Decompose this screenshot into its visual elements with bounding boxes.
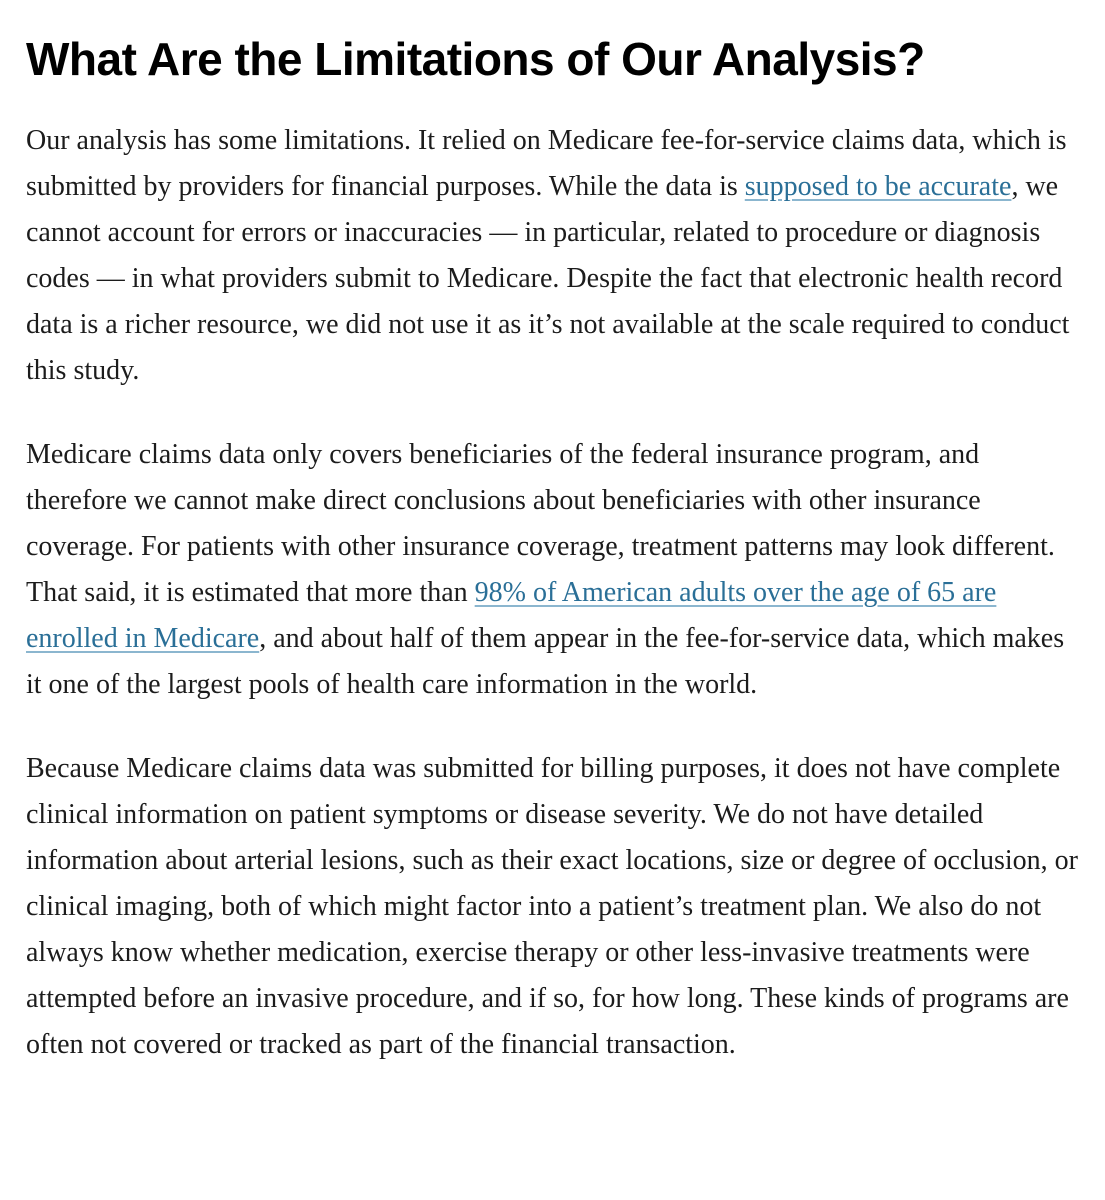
paragraph-text: Our analysis has some limitations. It relied on Medicare fee-for-service claims data, which is submitted by providers for financial purposes. While the data is bbox=[26, 125, 1067, 202]
article-section bbox=[26, 28, 1086, 1106]
supposed-to-be-accurate-link[interactable]: supposed to be accurate bbox=[744, 171, 1012, 202]
paragraph-text: Because Medicare claims data was submitted for billing purposes, it does not have complete clinical information on patient symptoms or disease severity. We do not have detailed information about arterial lesions, such as their exact locations, size or degree of occlusion, or clinical imaging, both of which might factor into a patient’s treatment plan. We also do not always know whether medication, exercise therapy or other less-invasive treatments were attempted before an invasive procedure, and if so, for how long. These kinds of programs are often not covered or tracked as part of the financial transaction. bbox=[26, 753, 1078, 1060]
medicare-enrollment-link[interactable]: 98% of American adults over the age of 65 are enrolled in Medicare bbox=[26, 577, 997, 654]
paragraph-clinical-information bbox=[26, 746, 1086, 1068]
paragraph-text: Medicare claims data only covers beneficiaries of the federal insurance program, and therefore we cannot make direct conclusions about beneficiaries with other insurance coverage. For patients with other insurance coverage, treatment patterns may look different. That said, it is estimated that more than bbox=[26, 439, 1055, 608]
paragraph-coverage bbox=[26, 432, 1086, 708]
paragraph-text: , and about half of them appear in the fee-for-service data, which makes it one of the largest pools of health care information in the world. bbox=[26, 623, 1065, 700]
section-heading: What Are the Limitations of Our Analysis? bbox=[26, 33, 925, 85]
paragraph-text: , we cannot account for errors or inaccuracies — in particular, related to procedure or diagnosis codes — in what providers submit to Medicare. Despite the fact that electronic health record data is a richer resource, we did not use it as it’s not available at the scale required to conduct this study. bbox=[26, 171, 1070, 386]
paragraph-data-source bbox=[26, 118, 1086, 394]
